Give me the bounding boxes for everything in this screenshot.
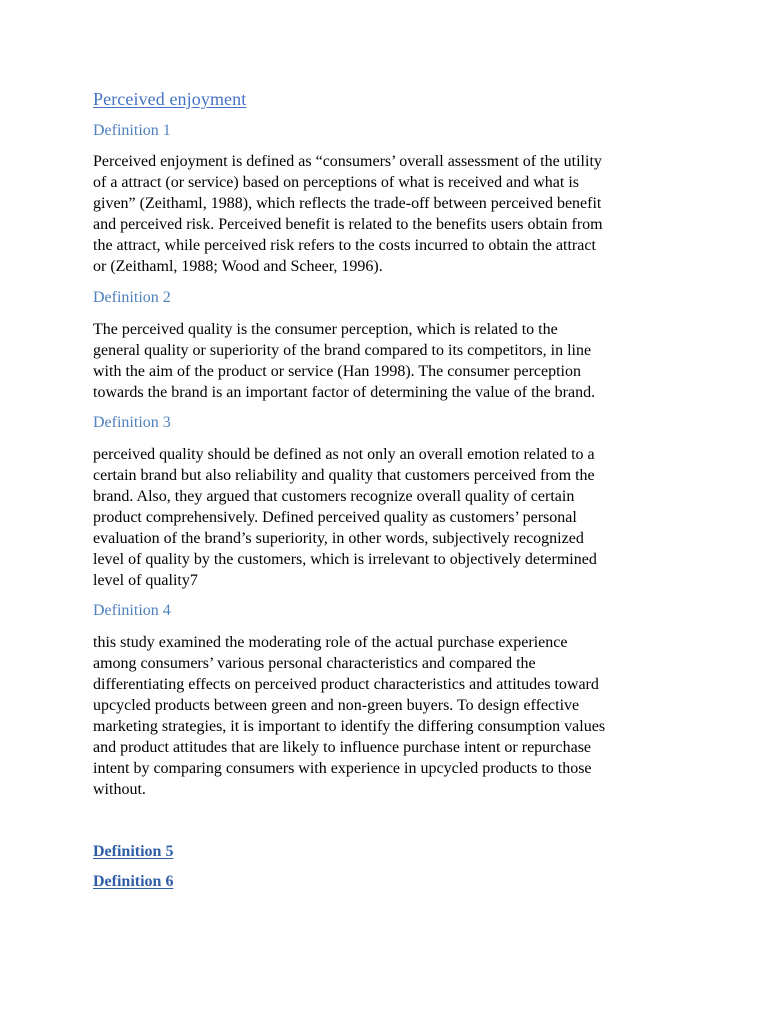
- definition-4-paragraph: [93, 632, 693, 800]
- paragraph-line: the attract, while perceived risk refers to the costs incurred to obtain the attract: [93, 237, 596, 254]
- paragraph-line: towards the brand is an important factor of determining the value of the brand.: [93, 384, 596, 401]
- definition-4-heading: Definition 4: [93, 602, 171, 619]
- definition-3-heading: Definition 3: [93, 414, 171, 431]
- definition-5-link[interactable]: Definition 5: [93, 843, 174, 860]
- paragraph-line: this study examined the moderating role of the actual purchase experience: [93, 634, 568, 651]
- document-title[interactable]: Perceived enjoyment: [93, 89, 247, 109]
- definition-1-paragraph: [93, 151, 693, 277]
- paragraph-line: general quality or superiority of the brand compared to its competitors, in line: [93, 342, 592, 359]
- paragraph-line: with the aim of the product or service (Han 1998). The consumer perception: [93, 363, 581, 380]
- paragraph-line: without.: [93, 781, 146, 798]
- definition-1-heading: Definition 1: [93, 122, 171, 139]
- paragraph-line: perceived quality should be defined as not only an overall emotion related to a: [93, 446, 595, 463]
- paragraph-line: The perceived quality is the consumer perception, which is related to the: [93, 321, 558, 338]
- paragraph-line: among consumers’ various personal characteristics and compared the: [93, 655, 536, 672]
- paragraph-line: product comprehensively. Defined perceived quality as customers’ personal: [93, 509, 577, 526]
- paragraph-line: given” (Zeithaml, 1988), which reflects the trade-off between perceived benefit: [93, 195, 602, 212]
- paragraph-line: upcycled products between green and non-green buyers. To design effective: [93, 697, 580, 714]
- paragraph-line: differentiating effects on perceived product characteristics and attitudes toward: [93, 676, 599, 693]
- paragraph-line: evaluation of the brand’s superiority, in other words, subjectively recognized: [93, 530, 584, 547]
- definition-2-paragraph: [93, 319, 693, 403]
- paragraph-line: brand. Also, they argued that customers recognize overall quality of certain: [93, 488, 575, 505]
- definition-3-paragraph: [93, 444, 693, 591]
- paragraph-line: or (Zeithaml, 1988; Wood and Scheer, 1996).: [93, 258, 383, 275]
- paragraph-line: level of quality by the customers, which is irrelevant to objectively determined: [93, 551, 597, 568]
- paragraph-line: intent by comparing consumers with experience in upcycled products to those: [93, 760, 592, 777]
- paragraph-line: Perceived enjoyment is defined as “consumers’ overall assessment of the utility: [93, 153, 602, 170]
- definition-2-heading: Definition 2: [93, 289, 171, 306]
- paragraph-line: marketing strategies, it is important to identify the differing consumption values: [93, 718, 606, 735]
- paragraph-line: certain brand but also reliability and quality that customers perceived from the: [93, 467, 595, 484]
- paragraph-line: and product attitudes that are likely to influence purchase intent or repurchase: [93, 739, 592, 756]
- paragraph-line: of a attract (or service) based on perceptions of what is received and what is: [93, 174, 580, 191]
- paragraph-line: level of quality7: [93, 572, 198, 589]
- definition-6-link[interactable]: Definition 6: [93, 873, 174, 890]
- paragraph-line: and perceived risk. Perceived benefit is related to the benefits users obtain from: [93, 216, 603, 233]
